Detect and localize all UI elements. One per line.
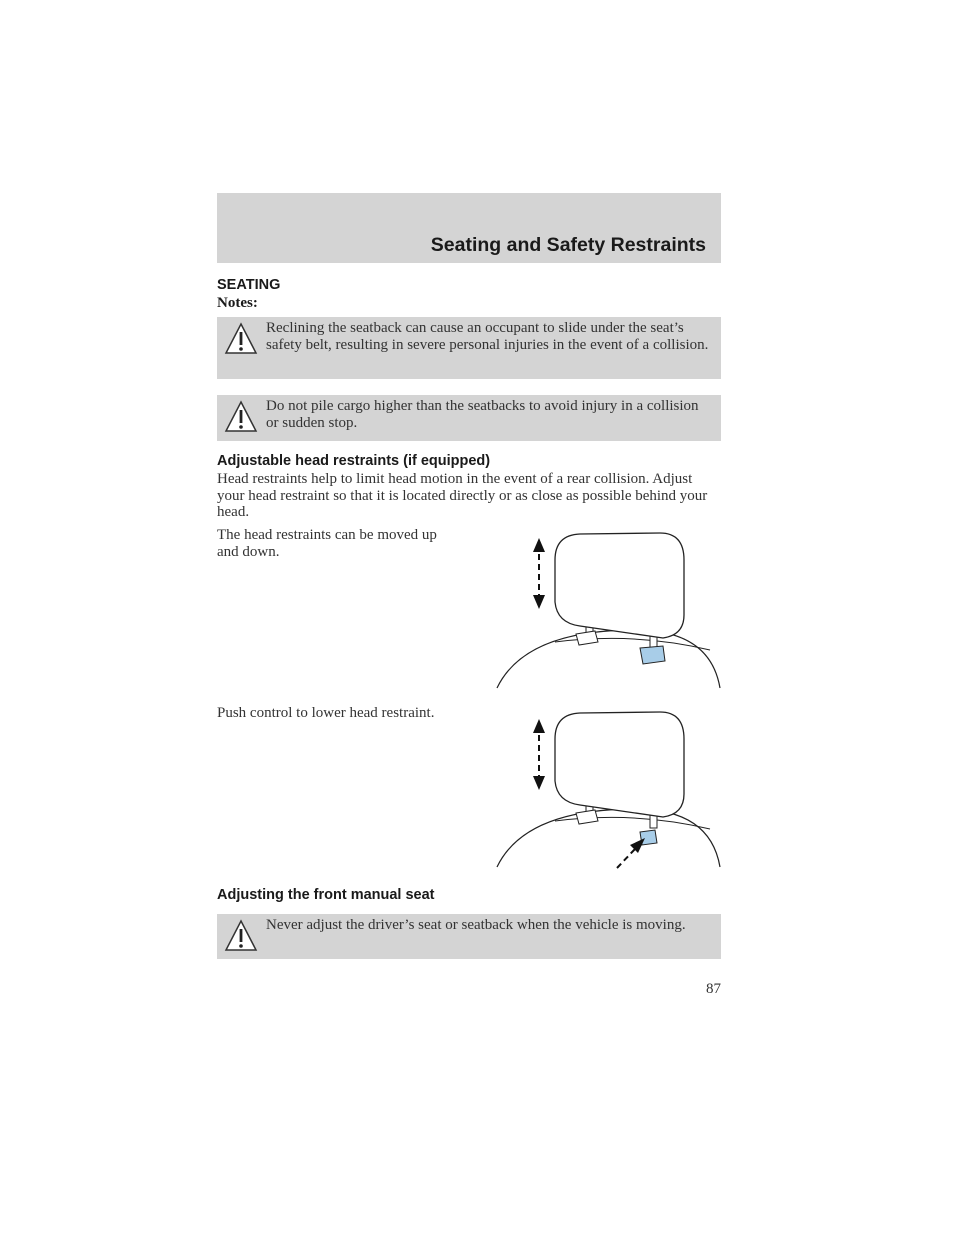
section-heading-seating: SEATING [217,277,281,293]
head-restraints-push-text: Push control to lower head restraint. [217,705,435,721]
warning-box-recline [217,317,721,379]
push-arrow-icon [617,838,645,868]
section-heading-front-seat: Adjusting the front manual seat [217,887,435,903]
head-restraints-intro: Head restraints help to limit head motion in the event of a rear collision. Adjust your head restraint so that it is located directly or as close as possible behind your head. [217,471,708,521]
page-number: 87 [706,981,721,997]
page-title: Seating and Safety Restraints [430,234,706,256]
warning-box-cargo [217,395,721,441]
warning-triangle-icon [224,400,258,434]
up-down-arrow-icon [533,538,545,609]
warning-text-recline: Reclining the seatback can cause an occupant to slide under the seat’s safety belt, resulting in severe personal injuries in the event of a collision. [266,320,709,353]
header-band [217,193,721,263]
warning-box-driver-seat [217,914,721,959]
warning-text-driver-seat: Never adjust the driver’s seat or seatback when the vehicle is moving. [266,917,686,933]
warning-triangle-icon [224,919,258,953]
section-heading-head-restraints: Adjustable head restraints (if equipped) [217,453,491,469]
warning-text-cargo: Do not pile cargo higher than the seatbacks to avoid injury in a collision or sudden stop. [266,398,699,431]
head-restraint-adjust-illustration [495,530,723,692]
head-restraint-lower-illustration [495,711,723,873]
head-restraints-move-text: The head restraints can be moved up and down. [217,527,437,560]
up-down-arrow-icon [533,719,545,790]
notes-label: Notes: [217,295,258,311]
warning-triangle-icon [224,322,258,356]
